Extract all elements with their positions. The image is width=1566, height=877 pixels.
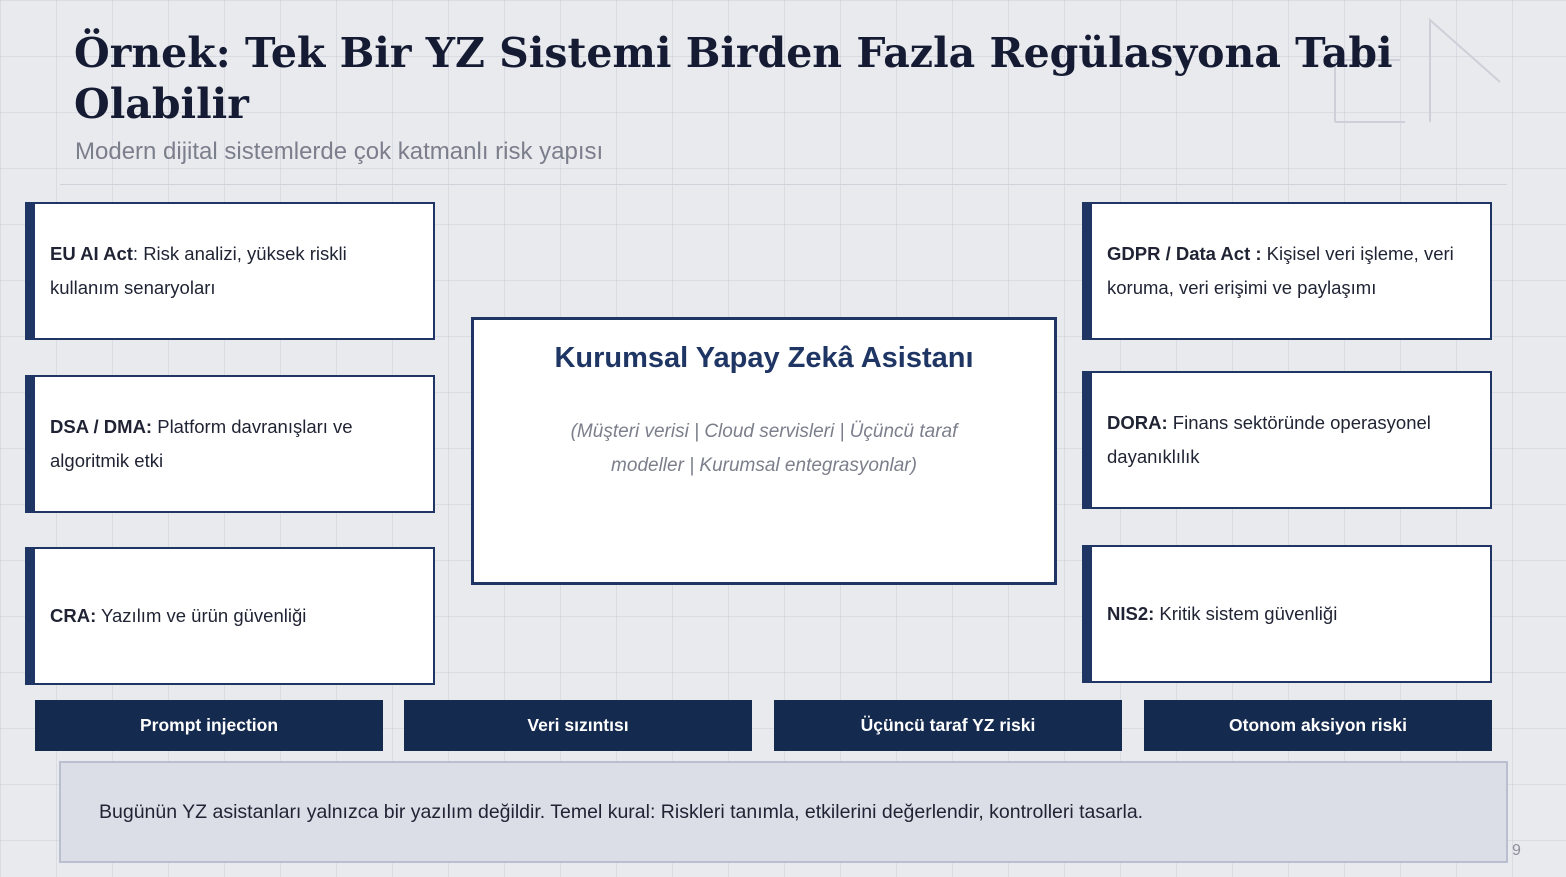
key-takeaway-box: [59, 761, 1508, 863]
regulation-description: Kritik sistem güvenliği: [1154, 603, 1338, 624]
ai-assistant-title: Kurumsal Yapay Zekâ Asistanı: [554, 342, 974, 374]
regulation-label: GDPR / Data Act :: [1107, 243, 1262, 264]
regulation-label: DORA:: [1107, 412, 1168, 433]
regulation-label: NIS2:: [1107, 603, 1155, 624]
regulation-text: [1107, 597, 1337, 631]
regulation-label: DSA / DMA:: [50, 416, 153, 437]
regulation-text: [50, 599, 306, 633]
regulation-box-eu-ai-act: [25, 202, 435, 340]
regulation-text: [50, 410, 419, 478]
ai-assistant-box: [471, 317, 1057, 585]
regulation-description: Kişisel veri işleme, veri koruma, veri erişimi ve paylaşımı: [1107, 243, 1454, 298]
regulation-description: Platform davranışları ve algoritmik etki: [50, 416, 353, 471]
slide-subtitle: Modern dijital sistemlerde çok katmanlı risk yapısı: [75, 138, 604, 165]
risk-data-leak: Veri sızıntısı: [404, 700, 752, 751]
regulation-box-dsa-dma: [25, 375, 435, 513]
regulation-description: Finans sektöründe operasyonel dayanıklılık: [1107, 412, 1431, 467]
regulation-box-dora: [1082, 371, 1492, 509]
regulation-text: [1107, 237, 1476, 305]
risk-prompt-injection: Prompt injection: [35, 700, 383, 751]
regulation-box-gdpr-data-act: [1082, 202, 1492, 340]
regulation-label: EU AI Act: [50, 243, 133, 264]
page-number: 9: [1512, 842, 1521, 859]
title-divider: [60, 184, 1507, 185]
key-takeaway-text: Bugünün YZ asistanları yalnızca bir yazılım değildir. Temel kural: Riskleri tanımla, etkilerini değerlendir, kontrolleri tasarla.: [99, 800, 1144, 823]
ai-assistant-components: (Müşteri verisi | Cloud servisleri | Üçüncü taraf modeller | Kurumsal entegrasyonlar): [570, 421, 958, 476]
regulation-description: Yazılım ve ürün güvenliği: [96, 605, 307, 626]
regulation-label: CRA:: [50, 605, 97, 626]
regulation-text: [1107, 406, 1476, 474]
slide-title: Örnek: Tek Bir YZ Sistemi Birden Fazla Regülasyona Tabi Olabilir: [74, 29, 1393, 128]
regulation-text: [50, 237, 419, 305]
regulation-box-nis2: [1082, 545, 1492, 683]
regulation-box-cra: [25, 547, 435, 685]
risk-third-party-ai: Üçüncü taraf YZ riski: [774, 700, 1122, 751]
regulation-description: : Risk analizi, yüksek riskli kullanım senaryoları: [50, 243, 347, 298]
risk-autonomous-action: Otonom aksiyon riski: [1144, 700, 1492, 751]
